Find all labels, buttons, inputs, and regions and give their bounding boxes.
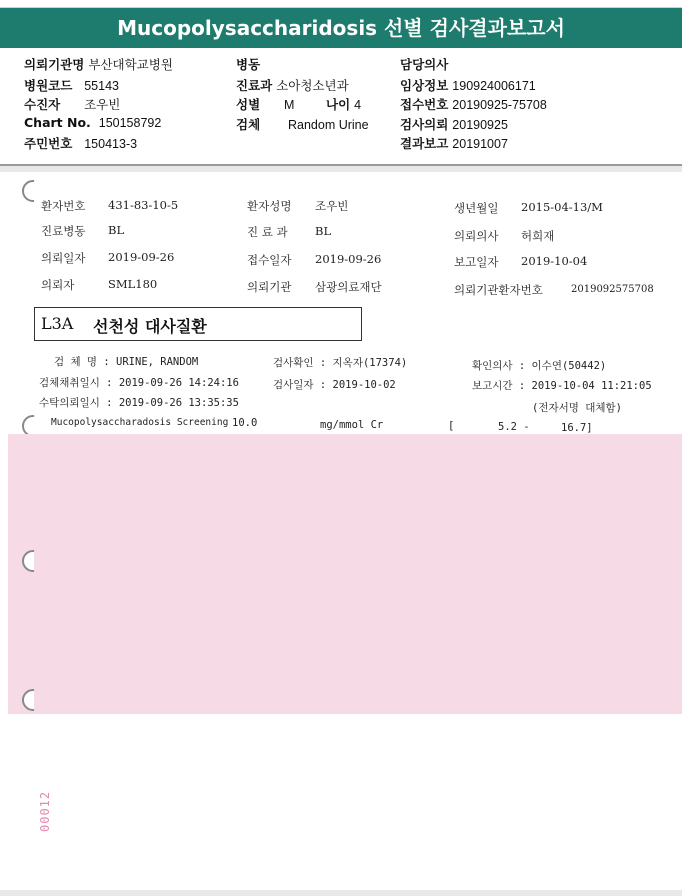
pink-area	[8, 434, 682, 714]
header-field: 진료과 소아청소년과	[236, 78, 349, 93]
scan-value: 조우빈	[315, 199, 349, 213]
header-field: 병원코드 55143	[24, 78, 119, 93]
header-field: 임상정보 190924006171	[400, 78, 536, 93]
result-range-open: [	[448, 420, 455, 432]
test-date: 검사일자 : 2019-10-02	[273, 379, 396, 391]
confirm-doctor: 확인의사 : 이수연(50442)	[472, 360, 607, 372]
result-test-name: Mucopolysaccharadosis Screening	[51, 417, 229, 428]
scan-label: 의뢰기관	[247, 280, 292, 294]
scan-label: 환자성명	[247, 199, 292, 213]
diagnosis-code: L3A	[41, 314, 74, 333]
diagnosis-box	[34, 307, 362, 341]
scan-value: 2019-09-26	[315, 252, 382, 266]
top-edge	[0, 0, 682, 8]
scan-label: 의뢰의사	[454, 229, 499, 243]
page-side-number: 00012	[38, 790, 52, 832]
header-field: 주민번호 150413-3	[24, 136, 138, 151]
scan-label: 생년월일	[454, 201, 499, 215]
header-field: 검사의뢰 20190925	[400, 117, 508, 132]
result-unit: mg/mmol Cr	[320, 419, 384, 431]
report-time: 보고시간 : 2019-10-04 11:21:05	[472, 380, 652, 392]
collect-time: 검체채취일시 : 2019-09-26 14:24:16	[39, 377, 239, 389]
header-field: 담당의사	[400, 57, 449, 72]
scan-value: SML180	[108, 277, 158, 291]
scan-label: 진료병동	[41, 224, 86, 238]
report-title: Mucopolysaccharidosis 선별 검사결과보고서	[0, 8, 682, 48]
scan-label: 보고일자	[454, 255, 499, 269]
result-range-high: 16.7]	[561, 422, 593, 434]
header-field: Chart No. 150158792	[24, 115, 162, 130]
scan-value: 2019-09-26	[108, 250, 175, 264]
header-field: 결과보고 20191007	[400, 136, 508, 151]
scanned-report	[8, 172, 682, 890]
header-field: 수진자 조우빈	[24, 97, 121, 112]
esign-note: (전자서명 대체함)	[532, 402, 622, 414]
header-info	[0, 48, 682, 164]
header-field: 성별 M	[236, 97, 295, 112]
scan-value: BL	[315, 224, 332, 238]
diagnosis-name: 선천성 대사질환	[93, 317, 207, 336]
scan-label: 의뢰일자	[41, 251, 86, 265]
result-range-low: 5.2 -	[498, 421, 530, 433]
scan-value: 2019-10-04	[521, 254, 588, 268]
header-field: 접수번호 20190925-75708	[400, 97, 547, 112]
bottom-edge	[0, 890, 682, 896]
scan-label: 의뢰기관환자번호	[454, 283, 543, 297]
scan-label: 진 료 과	[247, 225, 288, 239]
scan-value: BL	[108, 223, 125, 237]
header-field: 병동	[236, 57, 261, 72]
result-value: 10.0	[232, 417, 258, 429]
scan-label: 의뢰자	[41, 278, 75, 292]
scan-value: 2019092575708	[571, 284, 654, 295]
specimen-name: 검 체 명 : URINE, RANDOM	[54, 356, 199, 368]
test-check: 검사확인 : 지옥자(17374)	[273, 357, 408, 369]
scan-value: 허희재	[521, 229, 555, 243]
scan-value: 삼광의료재단	[315, 280, 382, 294]
header-field: 검체 Random Urine	[236, 117, 369, 132]
header-field-age: 나이 4	[326, 97, 362, 112]
scan-value: 431-83-10-5	[108, 198, 179, 212]
header-field: 의뢰기관명 부산대학교병원	[24, 57, 173, 72]
scan-label: 접수일자	[247, 253, 292, 267]
scan-label: 환자번호	[41, 199, 86, 213]
scan-value: 2015-04-13/M	[521, 200, 603, 214]
receive-time: 수탁의뢰일시 : 2019-09-26 13:35:35	[39, 397, 239, 409]
